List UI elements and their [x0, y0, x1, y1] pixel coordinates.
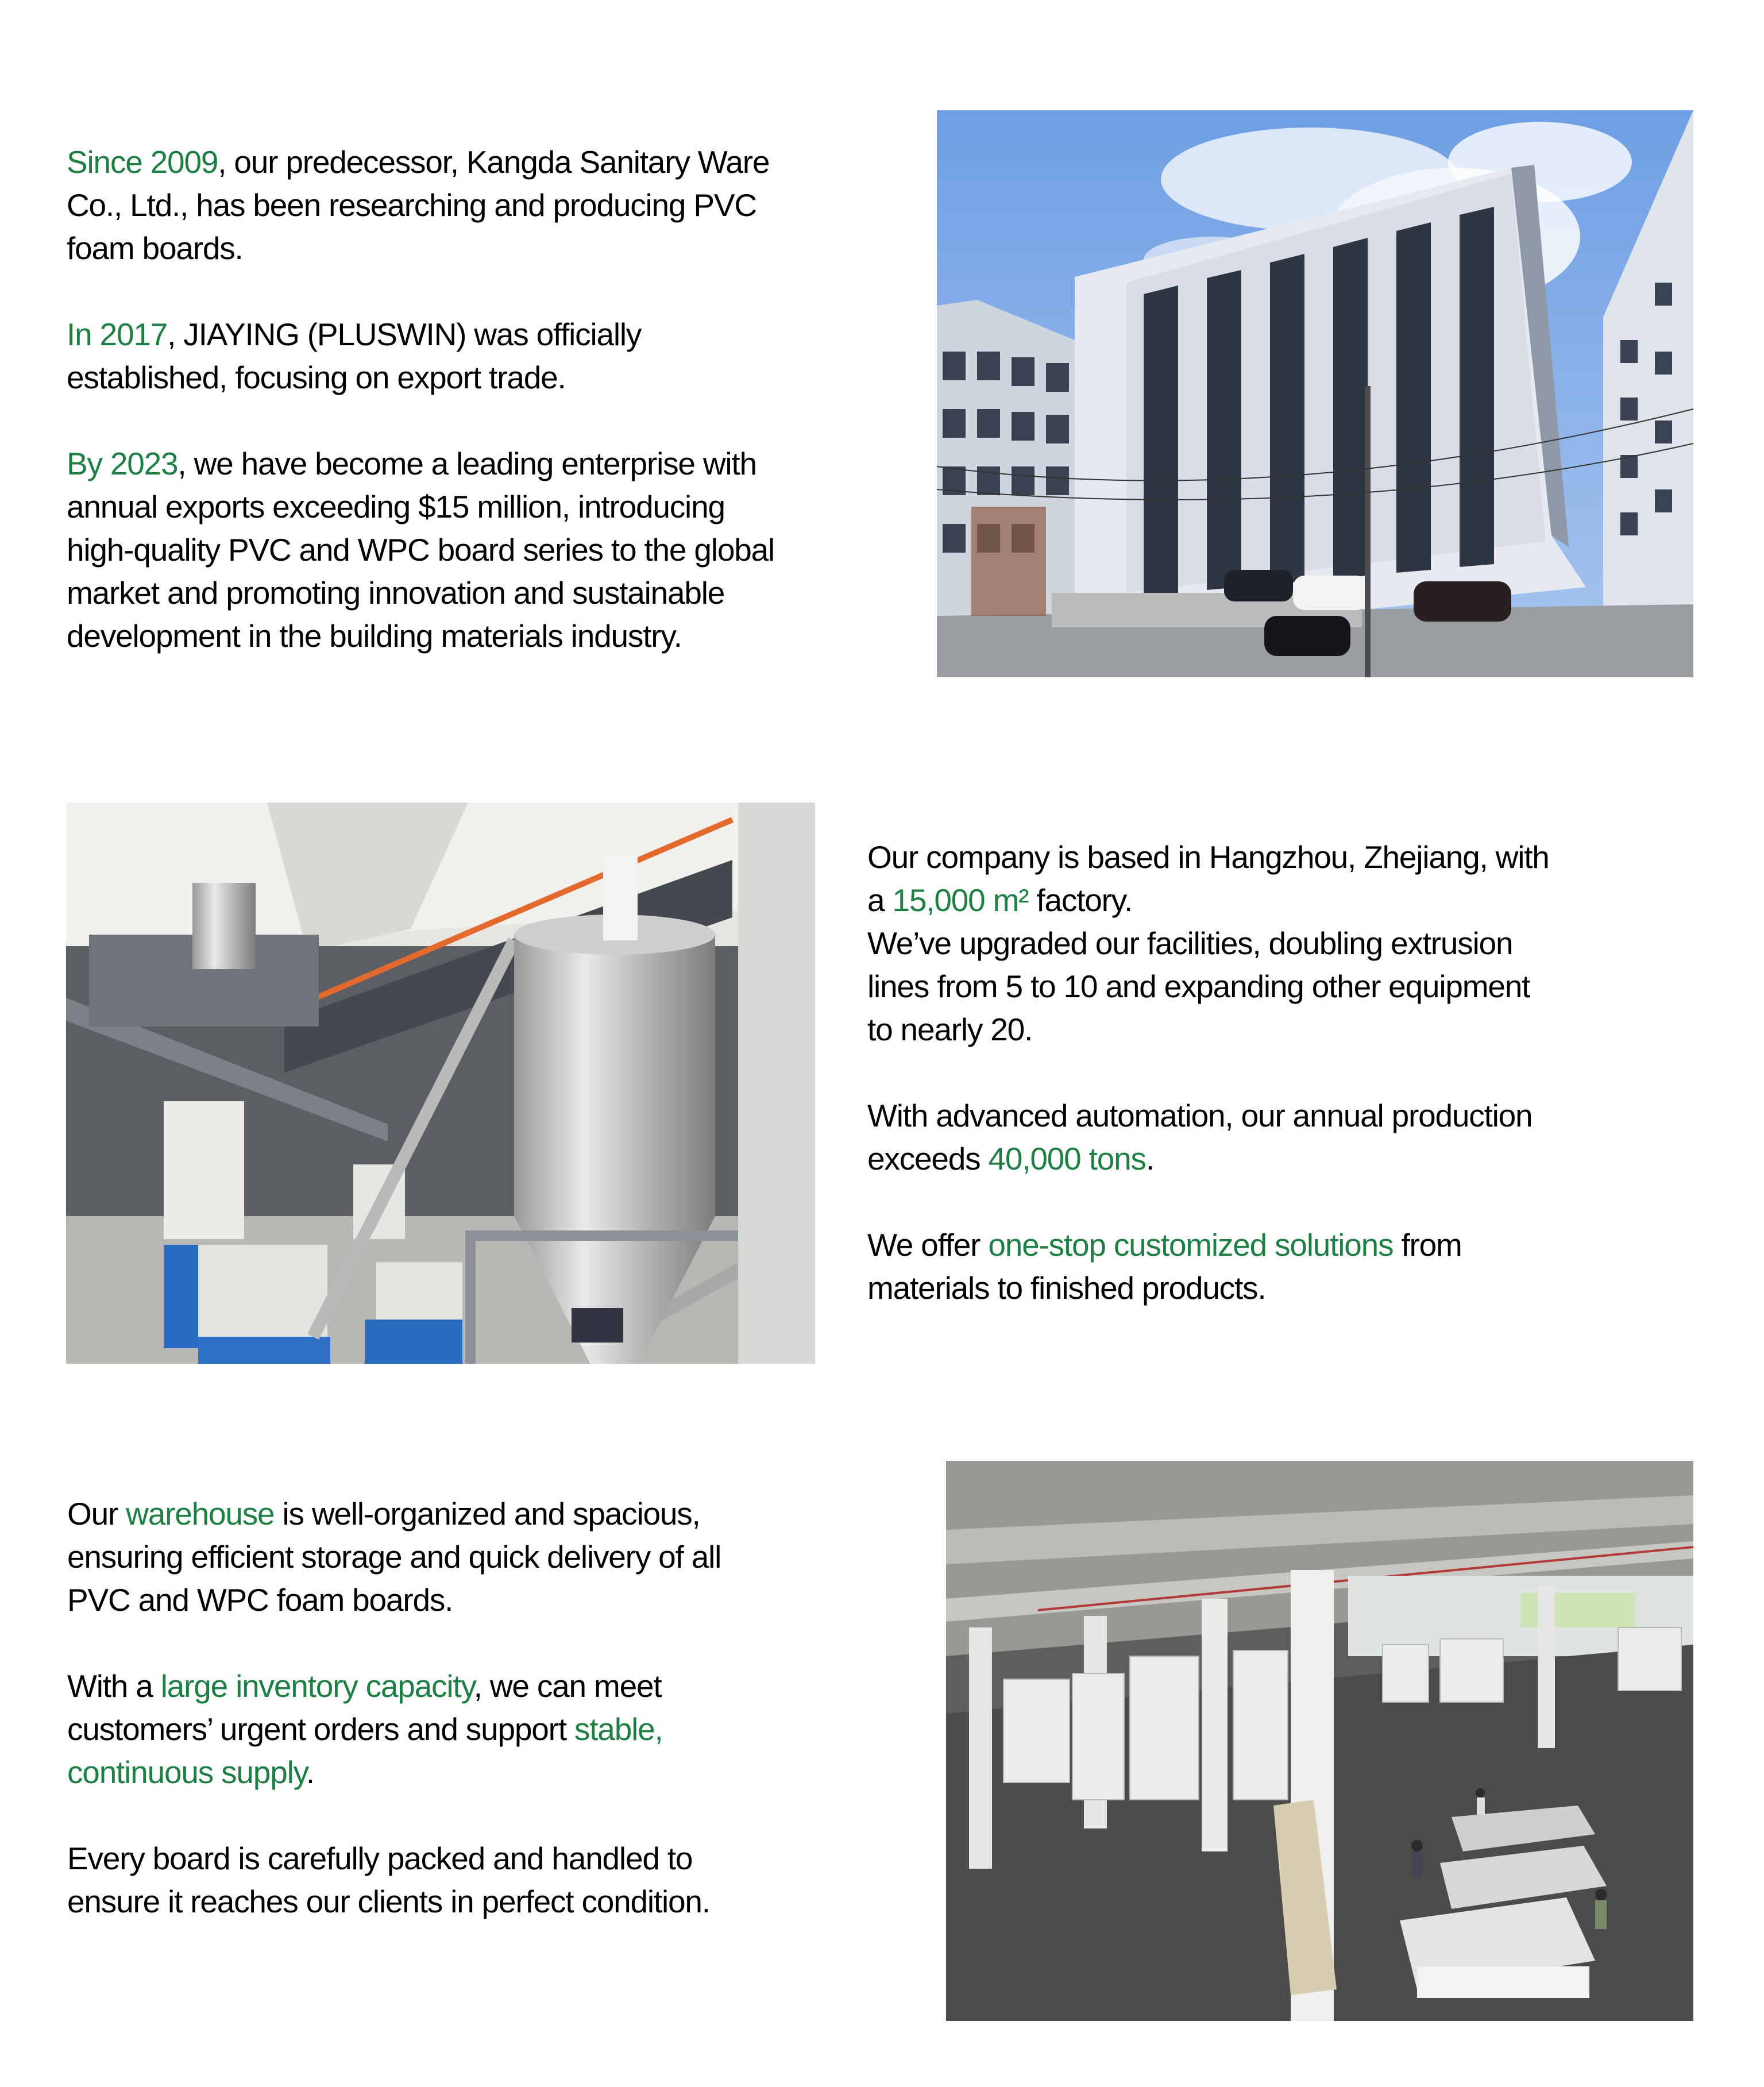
- body-text: factory.: [1028, 882, 1133, 918]
- body-text: , we have become a leading enterprise with: [177, 446, 756, 481]
- text-line: [67, 1880, 721, 1923]
- paragraph-spacer: [67, 1794, 721, 1837]
- body-text: foam boards.: [67, 230, 243, 266]
- body-text: We’ve upgraded our facilities, doubling extrusion: [867, 925, 1513, 961]
- paragraph-spacer: [867, 1051, 1549, 1094]
- body-text: Our: [67, 1496, 126, 1532]
- text-line: [867, 879, 1549, 922]
- body-text: We offer: [867, 1227, 989, 1263]
- text-line: [67, 1536, 721, 1579]
- body-text: , JIAYING (PLUSWIN) was officially: [167, 317, 642, 352]
- body-text: Every board is carefully packed and handled to: [67, 1841, 693, 1876]
- warehouse-image: [946, 1461, 1693, 2021]
- text-line: [67, 572, 774, 615]
- text-line: [67, 1579, 721, 1622]
- body-text: PVC and WPC foam boards.: [67, 1582, 453, 1618]
- paragraph-spacer: [67, 399, 774, 442]
- highlight-text: stable,: [574, 1711, 663, 1747]
- body-text: high-quality PVC and WPC board series to the global: [67, 532, 774, 568]
- text-line: [67, 356, 774, 399]
- body-text: development in the building materials industry.: [67, 618, 682, 654]
- body-text: Co., Ltd., has been researching and producing PVC: [67, 187, 756, 223]
- body-text: With a: [67, 1668, 161, 1704]
- body-text: lines from 5 to 10 and expanding other equipment: [867, 969, 1530, 1004]
- body-text: Our company is based in Hangzhou, Zhejiang, with: [867, 839, 1549, 875]
- highlight-text: large inventory capacity: [160, 1668, 474, 1704]
- building-image: [937, 110, 1693, 677]
- body-text: to nearly 20.: [867, 1012, 1033, 1047]
- text-line: [867, 1137, 1549, 1181]
- body-text: a: [867, 882, 893, 918]
- highlight-text: warehouse: [126, 1496, 275, 1532]
- body-text: ensure it reaches our clients in perfect condition.: [67, 1884, 710, 1919]
- equipment-image: [66, 803, 815, 1364]
- text-line: [67, 184, 774, 227]
- section-history-text: [67, 141, 774, 658]
- body-text: from: [1393, 1227, 1462, 1263]
- text-line: [67, 1492, 721, 1536]
- text-line: [67, 1665, 721, 1708]
- production-equipment-photo: [66, 803, 815, 1364]
- body-text: , our predecessor, Kangda Sanitary Ware: [218, 144, 770, 180]
- text-line: [867, 1094, 1549, 1137]
- body-text: materials to finished products.: [867, 1270, 1266, 1306]
- text-line: [67, 141, 774, 184]
- highlight-text: Since 2009: [67, 144, 218, 180]
- body-text: With advanced automation, our annual production: [867, 1098, 1533, 1133]
- text-line: [867, 1224, 1549, 1267]
- section-warehouse-text: [67, 1492, 721, 1923]
- body-text: is well-organized and spacious,: [274, 1496, 700, 1532]
- highlight-text: continuous supply: [67, 1754, 306, 1790]
- text-line: [67, 227, 774, 270]
- paragraph-spacer: [67, 1622, 721, 1665]
- text-line: [67, 442, 774, 485]
- body-text: .: [306, 1754, 314, 1790]
- text-line: [867, 1008, 1549, 1051]
- text-line: [67, 528, 774, 572]
- text-line: [67, 1837, 721, 1880]
- text-line: [67, 313, 774, 356]
- body-text: , we can meet: [473, 1668, 662, 1704]
- highlight-text: one-stop customized solutions: [988, 1227, 1394, 1263]
- text-line: [867, 1267, 1549, 1310]
- factory-building-photo: [937, 110, 1693, 677]
- paragraph-spacer: [67, 270, 774, 313]
- section-facilities-text: [867, 836, 1549, 1310]
- text-line: [867, 965, 1549, 1008]
- paragraph-spacer: [867, 1181, 1549, 1224]
- text-line: [867, 922, 1549, 965]
- body-text: ensuring efficient storage and quick delivery of all: [67, 1539, 721, 1575]
- body-text: .: [1145, 1141, 1154, 1176]
- body-text: exceeds: [867, 1141, 989, 1176]
- text-line: [867, 836, 1549, 879]
- highlight-text: By 2023: [67, 446, 178, 481]
- highlight-text: In 2017: [67, 317, 168, 352]
- body-text: customers’ urgent orders and support: [67, 1711, 574, 1747]
- body-text: market and promoting innovation and sustainable: [67, 575, 725, 611]
- body-text: annual exports exceeding $15 million, introducing: [67, 489, 725, 524]
- text-line: [67, 485, 774, 528]
- highlight-text: 40,000 tons: [988, 1141, 1146, 1176]
- text-line: [67, 1751, 721, 1794]
- text-line: [67, 615, 774, 658]
- warehouse-photo: [946, 1461, 1693, 2021]
- body-text: established, focusing on export trade.: [67, 360, 566, 395]
- highlight-text: 15,000 m²: [892, 882, 1029, 918]
- text-line: [67, 1708, 721, 1751]
